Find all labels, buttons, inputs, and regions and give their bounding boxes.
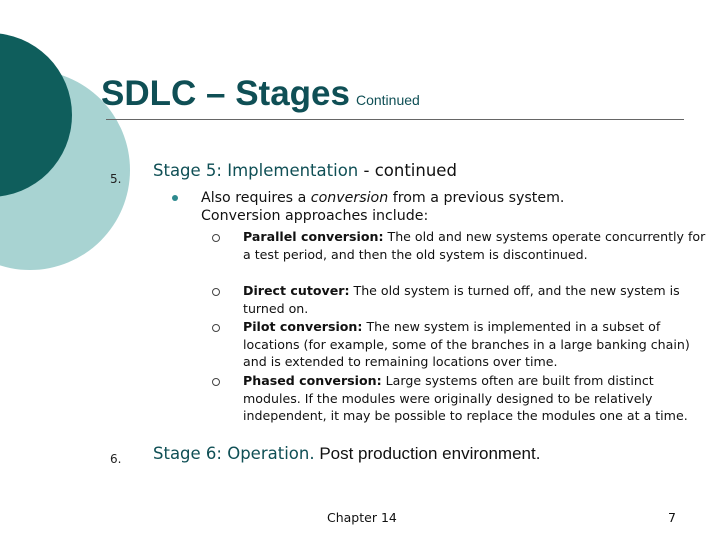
stage-5-heading — [153, 161, 457, 180]
footer-chapter: Chapter 14 — [327, 510, 397, 525]
sub-bullet-text: The new system is implemented in a subset of locations (for example, some of the branches in a large banking chain) and is extended to remaining locations over time. — [243, 319, 690, 369]
stage-5-lead: Stage 5: Implementation — [153, 161, 359, 180]
decorative-circles — [0, 0, 130, 300]
sub-bullet-pilot — [243, 318, 711, 371]
bullet-text-after: from a previous system. — [388, 190, 565, 206]
bullet-text-line2: Conversion approaches include: — [201, 208, 429, 224]
slide-title — [101, 74, 420, 114]
sub-bullet-term: Pilot conversion: — [243, 319, 363, 334]
sub-bullet-term: Phased conversion: — [243, 373, 382, 388]
title-main: SDLC – Stages — [101, 74, 350, 113]
sub-bullet-text: The old system is turned off, and the new system is turned on. — [243, 283, 680, 316]
bullet-text-before: Also requires a — [201, 190, 311, 206]
circle-bullet-icon — [212, 234, 220, 242]
sub-bullet-phased — [243, 372, 711, 425]
bullet-dot-icon — [172, 195, 178, 201]
sub-bullet-direct — [243, 282, 711, 317]
sub-bullet-text: The old and new systems operate concurrently for a test period, and then the old system is discontinued. — [243, 229, 706, 262]
conversion-bullet — [201, 189, 661, 225]
circle-bullet-icon — [212, 378, 220, 386]
sub-bullet-term: Parallel conversion: — [243, 229, 384, 244]
page-number: 7 — [668, 510, 676, 525]
bullet-emphasis: conversion — [310, 190, 389, 206]
item-number-6: 6. — [110, 452, 122, 466]
item-number-5: 5. — [110, 172, 122, 186]
circle-bullet-icon — [212, 288, 220, 296]
stage-6-rest: Post production environment. — [314, 444, 541, 463]
circle-bullet-icon — [212, 324, 220, 332]
sub-bullet-text: Large systems often are built from distinct modules. If the modules were originally designed to be relatively independent, it may be possible to replace the modules one at a time. — [243, 373, 688, 423]
stage-6-heading — [153, 444, 540, 464]
sub-bullet-term: Direct cutover: — [243, 283, 350, 298]
title-divider — [106, 119, 684, 120]
title-suffix: Continued — [355, 92, 420, 108]
sub-bullet-parallel — [243, 228, 711, 263]
stage-6-lead: Stage 6: Operation. — [153, 444, 315, 463]
stage-5-rest: - continued — [358, 161, 457, 180]
